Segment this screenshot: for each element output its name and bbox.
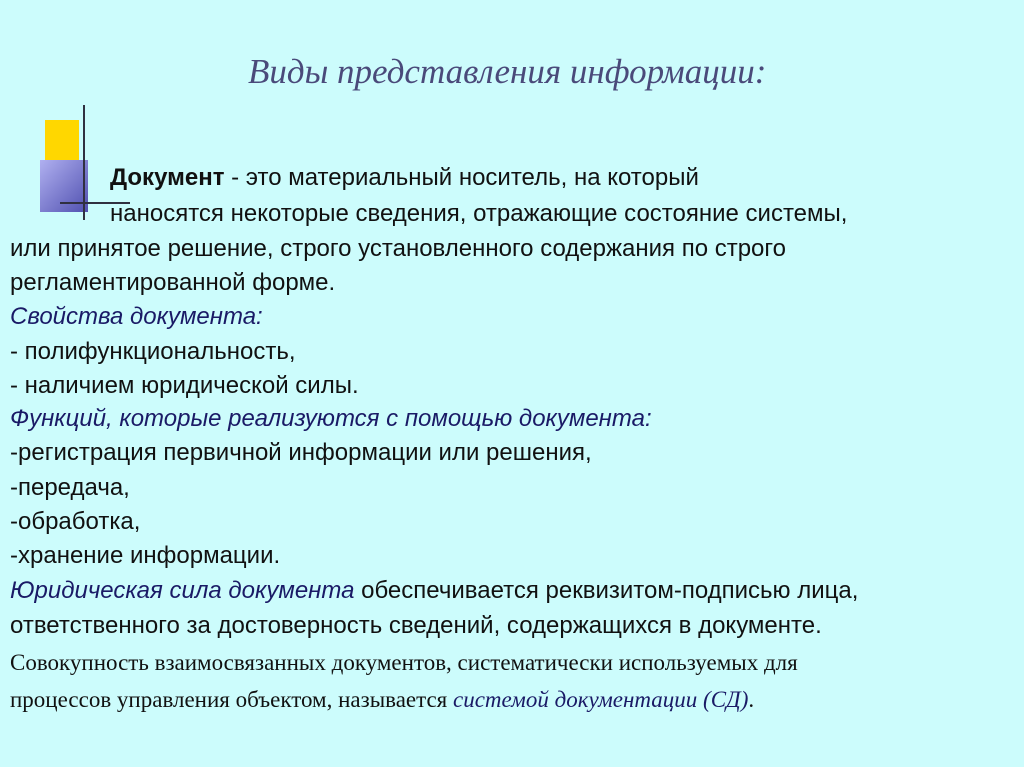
function-item: -регистрация первичной информации или решения, xyxy=(10,439,592,466)
properties-heading: Свойства документа: xyxy=(10,303,263,330)
purple-square xyxy=(40,160,88,212)
functions-heading: Функций, которые реализуются с помощью документа: xyxy=(10,405,652,432)
property-item: - наличием юридической силы. xyxy=(10,372,359,399)
function-item: -хранение информации. xyxy=(10,542,281,569)
system-term: системой документации (СД) xyxy=(453,687,749,712)
system-line-1: Совокупность взаимосвязанных документов, систематически используемых для xyxy=(10,650,798,675)
legal-line-1-rest: обеспечивается реквизитом-подписью лица, xyxy=(354,577,859,604)
yellow-square xyxy=(45,120,79,165)
definition-line-3: или принятое решение, строго установленного содержания по строго xyxy=(10,235,786,262)
definition-term: Документ xyxy=(110,164,225,191)
definition-line-1 xyxy=(110,163,699,193)
definition-line-4: регламентированной форме. xyxy=(10,269,336,296)
system-line-2 xyxy=(10,685,754,715)
function-item: -передача, xyxy=(10,474,130,501)
system-line-2-prefix: процессов управления объектом, называется xyxy=(10,687,453,712)
legal-line-1 xyxy=(10,576,858,606)
definition-line-2: наносятся некоторые сведения, отражающие состояние системы, xyxy=(110,200,848,227)
slide-title: Виды представления информации: xyxy=(248,52,767,91)
definition-line-1-rest: - это материальный носитель, на который xyxy=(224,164,699,191)
function-item: -обработка, xyxy=(10,508,141,535)
system-line-2-end: . xyxy=(748,687,755,712)
legal-term: Юридическая сила документа xyxy=(10,577,355,604)
legal-line-2: ответственного за достоверность сведений, содержащихся в документе. xyxy=(10,612,822,639)
property-item: - полифункциональность, xyxy=(10,338,296,365)
